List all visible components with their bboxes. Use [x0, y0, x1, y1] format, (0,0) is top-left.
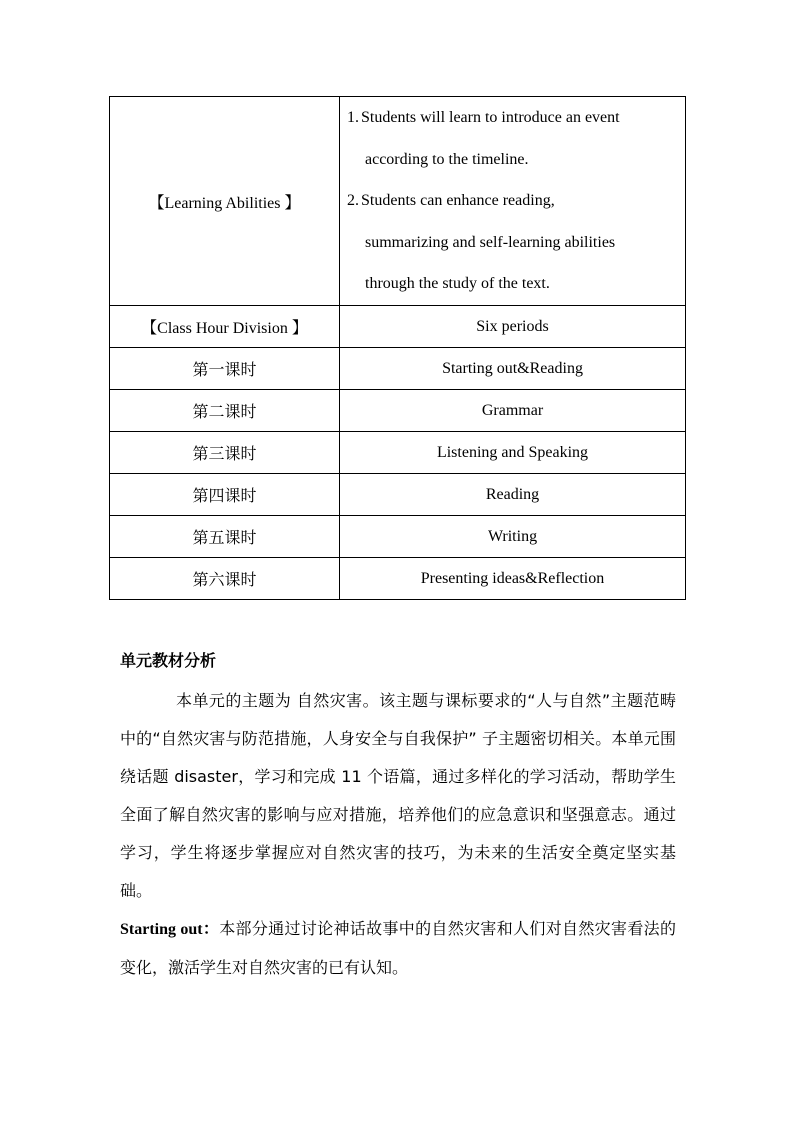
ability-text-continued: through the study of the text.: [365, 275, 550, 293]
ability-number: 2.: [347, 192, 359, 210]
content-cell: Presenting ideas&Reflection: [340, 558, 686, 600]
table-row: [110, 558, 686, 600]
period-cell: 第一课时: [110, 348, 340, 390]
period-cell: 第五课时: [110, 516, 340, 558]
ability-text: Students will learn to introduce an event: [361, 109, 620, 127]
content-cell: Writing: [340, 516, 686, 558]
table-row: [110, 474, 686, 516]
starting-out-paragraph: [120, 910, 676, 987]
table-row: [110, 390, 686, 432]
table-row: [110, 432, 686, 474]
period-cell: 第四课时: [110, 474, 340, 516]
ability-item: [347, 97, 685, 180]
class-hour-division-value: Six periods: [340, 306, 686, 348]
period-cell: 第二课时: [110, 390, 340, 432]
table-row: [110, 516, 686, 558]
content-cell: Grammar: [340, 390, 686, 432]
learning-abilities-label: 【Learning Abilities 】: [110, 97, 340, 306]
section-title: 单元教材分析: [120, 651, 217, 670]
class-hour-division-label: 【Class Hour Division 】: [110, 306, 340, 348]
class-hour-division-row: [110, 306, 686, 348]
lesson-plan-table: [109, 96, 686, 600]
table-row: [110, 348, 686, 390]
ability-text-continued: according to the timeline.: [365, 150, 529, 168]
content-cell: Listening and Speaking: [340, 432, 686, 474]
learning-abilities-row: [110, 97, 686, 306]
analysis-paragraph: 本单元的主题为 自然灾害。该主题与课标要求的“人与自然”主题范畴中的“自然灾害与防范措施，人身安全与自我保护” 子主题密切相关。本单元围绕话题 disaster，学习和完成 11 个语篇，通过多样化的学习活动，帮助学生全面了解自然灾害的影响与应对措施，培养他们的应急意识和坚强意志。通过学习，学生将逐步掌握应对自然灾害的技巧，为未来的生活安全奠定坚实基础。: [120, 691, 676, 900]
ability-number: 1.: [347, 109, 359, 127]
starting-out-lead: Starting out：: [120, 921, 220, 938]
ability-text: Students can enhance reading,: [361, 192, 555, 210]
content-cell: Starting out&Reading: [340, 348, 686, 390]
ability-text-continued: summarizing and self-learning abilities: [365, 233, 616, 251]
learning-abilities-cell: [340, 97, 686, 306]
content-cell: Reading: [340, 474, 686, 516]
abilities-list: [340, 97, 685, 305]
period-cell: 第六课时: [110, 558, 340, 600]
unit-analysis-section: [120, 646, 676, 987]
starting-out-text: 本部分通过讨论神话故事中的自然灾害和人们对自然灾害看法的变化，激活学生对自然灾害的已有认知。: [120, 919, 676, 977]
period-cell: 第三课时: [110, 432, 340, 474]
ability-item: [347, 180, 685, 305]
